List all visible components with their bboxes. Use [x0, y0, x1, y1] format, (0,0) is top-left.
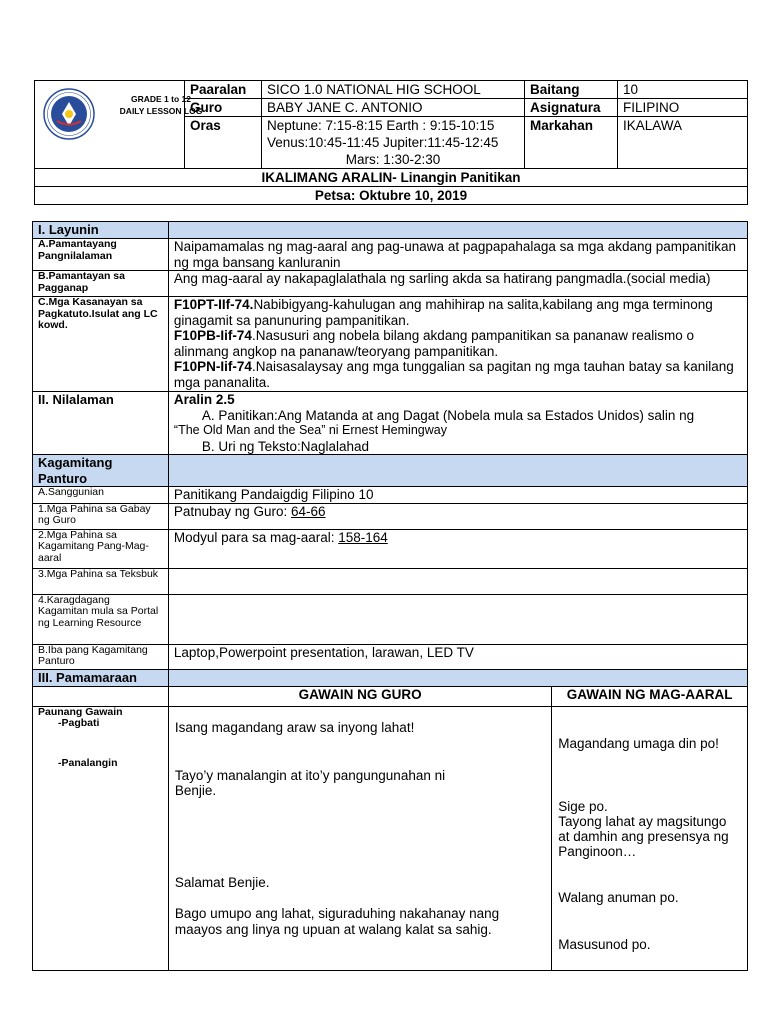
panalangin-label: -Panalangin	[58, 756, 118, 769]
guro-prayer-line-2: Benjie.	[174, 782, 217, 798]
teacher-label: Guro	[185, 99, 262, 117]
teksbuk-value	[168, 568, 747, 594]
subject-value: FILIPINO	[618, 99, 748, 117]
pagbati-label: -Pagbati	[58, 717, 100, 729]
gabay-value	[168, 503, 747, 529]
aralin-number: Aralin 2.5	[173, 392, 235, 407]
ma-prayer-line-3: Panginoon…	[558, 843, 637, 859]
ma-walang-anuman: Walang anuman po.	[558, 889, 679, 905]
kasanayan-item-3	[174, 359, 742, 390]
gawain-mag-aaral-cell	[552, 706, 748, 970]
school-value: SICO 1.0 NATIONAL HIG SCHOOL	[262, 81, 525, 99]
gabay-label: 1.Mga Pahina sa Gabay ng Guro	[33, 503, 169, 529]
ma-masusunod: Masusunod po.	[558, 936, 651, 952]
school-label: Paaralan	[185, 81, 262, 99]
time-label: Oras	[185, 117, 262, 169]
paunang-gawain-label: Paunang Gawain	[38, 705, 123, 718]
gabay-pages: 64-66	[290, 503, 326, 519]
kasanayan-value	[168, 297, 747, 392]
pamantayang-label: A.Pamantayang Pangnilalaman	[33, 239, 169, 271]
uri-ng-teksto: B. Uri ng Teksto:Naglalahad	[201, 438, 370, 454]
panitikan-line-2: “The Old Man and the Sea” ni Ernest Hemingway	[173, 423, 447, 437]
portal-value	[168, 594, 747, 644]
ma-greeting: Magandang umaga din po!	[558, 735, 719, 751]
gabay-prefix: Patnubay ng Guro:	[173, 503, 291, 519]
lc-code-1: F10PT-IIf-74.	[173, 297, 254, 312]
pamantayang-value: Naipamamalas ng mag-aaral ang pag-unawa at pagpapahalaga sa mga akdang pampanitikan ng mga bansang kanluranin	[168, 239, 747, 271]
time-value	[262, 117, 525, 169]
iba-value: Laptop,Powerpoint presentation, larawan, LED TV	[168, 644, 747, 669]
ma-sige: Sige po.	[558, 798, 608, 814]
time-line-2: Venus:10:45-11:45 Jupiter:11:45-12:45	[267, 135, 499, 150]
nilalaman-value	[168, 392, 747, 455]
time-line-3: Mars: 1:30-2:30	[345, 152, 441, 167]
iba-label: B.Iba pang Kagamitang Panturo	[33, 644, 169, 669]
teksbuk-label: 3.Mga Pahina sa Teksbuk	[33, 568, 169, 594]
lc-text-1: Nabibigyang-kahulugan ang mahihirap na salita,kabilang ang mga terminong ginagamit sa panunuring pampanitikan.	[173, 297, 713, 328]
lesson-date: Petsa: Oktubre 10, 2019	[35, 187, 748, 205]
guro-greeting: Isang magandang araw sa inyong lahat!	[174, 719, 415, 735]
grade-label: GRADE 1 to 12	[131, 94, 191, 104]
header-table	[34, 80, 748, 205]
modyul-value	[168, 529, 747, 568]
modyul-label: 2.Mga Pahina sa Kagamitang Pang-Mag-aaral	[33, 529, 169, 568]
lc-text-2: .Nasusuri ang nobela bilang akdang pampanitikan sa pananaw realismo o alinmang angkop na pananaw/teoryang pampanitikan.	[173, 328, 694, 359]
time-line-1: Neptune: 7:15-8:15 Earth : 9:15-10:15	[267, 118, 495, 133]
grade-level-value: 10	[618, 81, 748, 99]
ma-prayer-line-2: at damhin ang presensya ng	[558, 828, 729, 844]
pamamaraan-heading: III. Pamamaraan	[33, 669, 169, 686]
sanggunian-label: A.Sanggunian	[33, 487, 169, 504]
panitikan-line: A. Panitikan:Ang Matanda at ang Dagat (Nobela mula sa Estados Unidos) salin ng	[201, 407, 695, 423]
lc-code-3: F10PN-Iif-74	[173, 359, 252, 374]
dll-title	[105, 93, 217, 117]
quarter-value: IKALAWA	[618, 117, 748, 169]
lc-code-2: F10PB-Iif-74	[173, 328, 252, 343]
header-logo-cell	[35, 81, 203, 169]
kagamitan-heading: Kagamitang Panturo	[33, 455, 169, 487]
dll-label: DAILY LESSON LOG	[119, 106, 203, 116]
col-mag-aaral-header: GAWAIN NG MAG-AARAL	[552, 686, 748, 706]
pamamaraan-heading-fill	[168, 669, 747, 686]
subject-label: Asignatura	[525, 99, 618, 117]
gawain-guro-cell	[168, 706, 551, 970]
pagganap-value: Ang mag-aaral ay nakapaglalathala ng sarling akda sa hatirang pangmadla.(social media)	[168, 271, 747, 297]
kasanayan-item-1	[174, 297, 742, 328]
kagamitan-heading-fill	[168, 455, 747, 487]
guro-instruction-line-2: maayos ang linya ng upuan at walang kalat sa sahig.	[174, 921, 492, 937]
pagganap-label: B.Pamantayan sa Pagganap	[33, 271, 169, 297]
sanggunian-value: Panitikang Pandaigdig Filipino 10	[168, 487, 747, 504]
lesson-title: IKALIMANG ARALIN- Linangin Panitikan	[35, 169, 748, 187]
colhead-blank	[33, 686, 169, 706]
kasanayan-item-2	[174, 328, 742, 359]
portal-label: 4.Karagdagang Kagamitan mula sa Portal ng Learning Resource	[33, 594, 169, 644]
guro-thanks: Salamat Benjie.	[174, 874, 270, 890]
paunang-gawain-cell	[33, 706, 169, 970]
guro-instruction-line-1: Bago umupo ang lahat, siguraduhing nakahanay nang	[174, 905, 500, 921]
quarter-label: Markahan	[525, 117, 618, 169]
col-guro-header: GAWAIN NG GURO	[168, 686, 551, 706]
lesson-table	[32, 221, 748, 971]
teacher-value: BABY JANE C. ANTONIO	[262, 99, 525, 117]
guro-prayer-line-1: Tayo’y manalangin at ito’y pangungunahan ni	[174, 767, 446, 783]
deped-seal-icon	[43, 88, 95, 140]
lc-text-3: .Naisasalaysay ang mga tunggalian sa pagitan ng mga tauhan batay sa kanilang mga pananalita.	[173, 359, 734, 390]
ma-prayer-line-1: Tayong lahat ay magsitungo	[558, 813, 727, 829]
modyul-prefix: Modyul para sa mag-aaral:	[173, 529, 339, 545]
layunin-heading-fill	[168, 222, 747, 239]
modyul-pages: 158-164	[338, 529, 388, 545]
grade-level-label: Baitang	[525, 81, 618, 99]
kasanayan-label: C.Mga Kasanayan sa Pagkatuto.Isulat ang LC kowd.	[33, 297, 169, 392]
nilalaman-heading: II. Nilalaman	[33, 392, 169, 455]
layunin-heading: I. Layunin	[33, 222, 169, 239]
